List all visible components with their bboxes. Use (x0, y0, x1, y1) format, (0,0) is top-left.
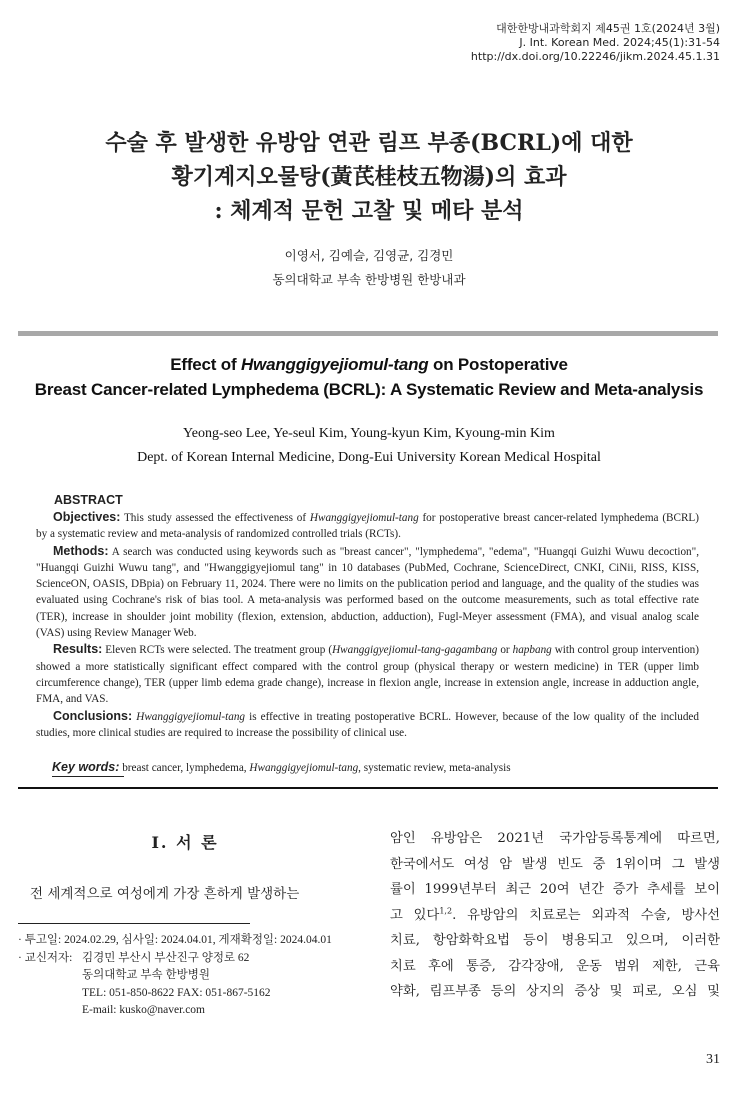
right-line-7: 약화, 림프부종 등의 상지의 증상 및 피로, 오심 및 (390, 984, 720, 999)
right-line-4-a: 고 있다 (390, 907, 440, 923)
corresponding-hospital: 동의대학교 부속 한방병원 (82, 969, 210, 981)
english-title-line-2: Breast Cancer-related Lymphedema (BCRL): A Systematic Review and Meta-analysis (34, 380, 704, 399)
abstract-bottom-rule (18, 787, 718, 789)
abstract-objectives (36, 509, 699, 543)
journal-info (471, 22, 720, 64)
korean-title-line-3: : 체계적 문헌 고찰 및 메타 분석 (214, 198, 524, 224)
results-text-2: or (497, 644, 513, 657)
keywords-text-1: breast cancer, lymphedema, (119, 762, 250, 774)
conclusions-text: is effective in treating postoperative BCRL. However, because of the low quality of the included studies, more clinical studies are required to increase the possibility of clinical use. (36, 710, 699, 739)
corresponding-phone: TEL: 051-850-8622 FAX: 051-867-5162 (82, 986, 271, 999)
section-heading-introduction: I. 서 론 (151, 833, 219, 852)
objectives-herb: Hwanggigyejiomul-tang (309, 512, 419, 524)
results-text-1: Eleven RCTs were selected. The treatment group ( (102, 644, 333, 657)
page-number: 31 (706, 1052, 720, 1067)
intro-left-text: 전 세계적으로 여성에게 가장 흔하게 발생하는 (30, 886, 300, 902)
results-text-3: with control group intervention) showed a more statistically significant effect compared with the control group (physical therapy or western medicine) in TER (upper limb circumference change), TER (upper limb edema grade change), increase in flexion angle, increase in extension angle, increase in adduction angle, FMA, and VAS. (36, 644, 699, 706)
abstract-results (36, 641, 699, 707)
keywords-label: Key words: (52, 760, 120, 774)
right-line-4 (390, 903, 720, 929)
title-divider (18, 331, 718, 336)
conclusions-label: Conclusions: (53, 708, 133, 723)
right-line-4-b: . 유방암의 치료로는 외과적 수술, 방사선 (452, 907, 720, 923)
english-affiliation: Dept. of Korean Internal Medicine, Dong-Eui University Korean Medical Hospital (137, 450, 601, 465)
keywords-text-2: , systematic review, meta-analysis (358, 762, 511, 774)
footnote-dates: · 투고일: 2024.02.29, 심사일: 2024.04.01, 게재확정일: 2024.04.01 (18, 934, 332, 946)
korean-authors: 이영서, 김예슬, 김영균, 김경민 (284, 248, 454, 263)
english-title-line-1 (0, 352, 738, 377)
korean-title-line-1: 수술 후 발생한 유방암 연관 림프 부종(BCRL)에 대한 (105, 130, 633, 156)
citation-superscript: 1,2 (439, 906, 453, 916)
abstract (36, 492, 699, 741)
footnote-rule (18, 923, 250, 924)
abstract-methods (36, 543, 699, 642)
keywords-underline (52, 776, 124, 777)
journal-name-korean: 대한한방내과학회지 제45권 1호(2024년 3월) (496, 22, 720, 35)
right-line-1: 암인 유방암은 2021년 국가암등록통계에 따르면, (390, 831, 720, 846)
objectives-label: Objectives: (53, 510, 121, 524)
corresponding-name-address: 김경민 부산시 부산진구 양정로 62 (82, 951, 250, 964)
objectives-text-1: This study assessed the effectiveness of (120, 512, 310, 524)
english-title (0, 352, 738, 402)
corresponding-email[interactable]: E-mail: kusko@naver.com (82, 1004, 206, 1016)
keywords (52, 760, 511, 774)
abstract-heading: ABSTRACT (54, 493, 123, 507)
english-authors: Yeong-seo Lee, Ye-seul Kim, Young-kyun Kim, Kyoung-min Kim (183, 426, 555, 441)
journal-citation: J. Int. Korean Med. 2024;45(1):31-54 (519, 36, 720, 49)
korean-affiliation: 동의대학교 부속 한방병원 한방내과 (272, 272, 466, 287)
footnote-corresponding (18, 950, 332, 968)
objectives-text-2: for postoperative breast cancer-related lymphedema (BCRL) by a systematic review and meta-analysis of randomized controlled trials (RCTs). (36, 512, 699, 541)
english-title-pre: Effect of (170, 355, 241, 374)
keywords-herb: Hwanggigyejiomul-tang (249, 762, 359, 774)
right-line-2: 한국에서도 여성 암 발생 빈도 중 1위이며 그 발생 (390, 856, 720, 872)
footnote (18, 932, 332, 1020)
methods-text: A search was conducted using keywords such as "breast cancer", "lymphedema", "edema", "Huangqi Guizhi Wuwu decoction", "Huangqi Guizhi Wuwu tang", and "Hwanggigyejiomul tang" in 10 databases (PubMed, Cochrane, ScienceDirect, CNKI, CiNii, RISS, KISS, ScienceON, OASIS, DBpia) on February 11, 2024. There were no limits on the publication period and language, and the quality of the studies was evaluated using Cochrane's risk of bias tool. A meta-analysis was performed based on the outcome measurements, such as total effective rate (TER), increase in shoulder joint mobility (flexion, extension, abduction, adduction), Fugl-Meyer assessment (FMA), and visual analog scale (VAS) using Review Manager Web. (36, 545, 699, 640)
doi-link[interactable]: http://dx.doi.org/10.22246/jikm.2024.45.1.31 (470, 50, 720, 63)
korean-title-line-2: 황기계지오물탕(黃芪桂枝五物湯)의 효과 (171, 164, 567, 190)
right-line-5: 치료, 항암화학요법 등이 병용되고 있으며, 이러한 (390, 933, 720, 948)
korean-title (0, 126, 738, 228)
results-herb-1: Hwanggigyejiomul-tang-gagambang (332, 644, 498, 657)
conclusions-herb: Hwanggigyejiomul-tang (136, 710, 246, 723)
english-title-post: on Postoperative (428, 355, 568, 374)
right-line-3: 률이 1999년부터 최근 20여 년간 증가 추세를 보이 (390, 882, 720, 897)
results-herb-2: hapbang (512, 644, 552, 657)
methods-label: Methods: (53, 543, 109, 558)
corresponding-label: · 교신저자: (18, 951, 73, 964)
intro-right-column (390, 826, 720, 1005)
english-title-herb: Hwanggigyejiomul-tang (240, 355, 429, 374)
results-label: Results: (53, 642, 103, 657)
abstract-conclusions (36, 708, 699, 742)
right-line-6: 치료 후에 통증, 감각장애, 운동 범위 제한, 근육 (390, 958, 720, 974)
